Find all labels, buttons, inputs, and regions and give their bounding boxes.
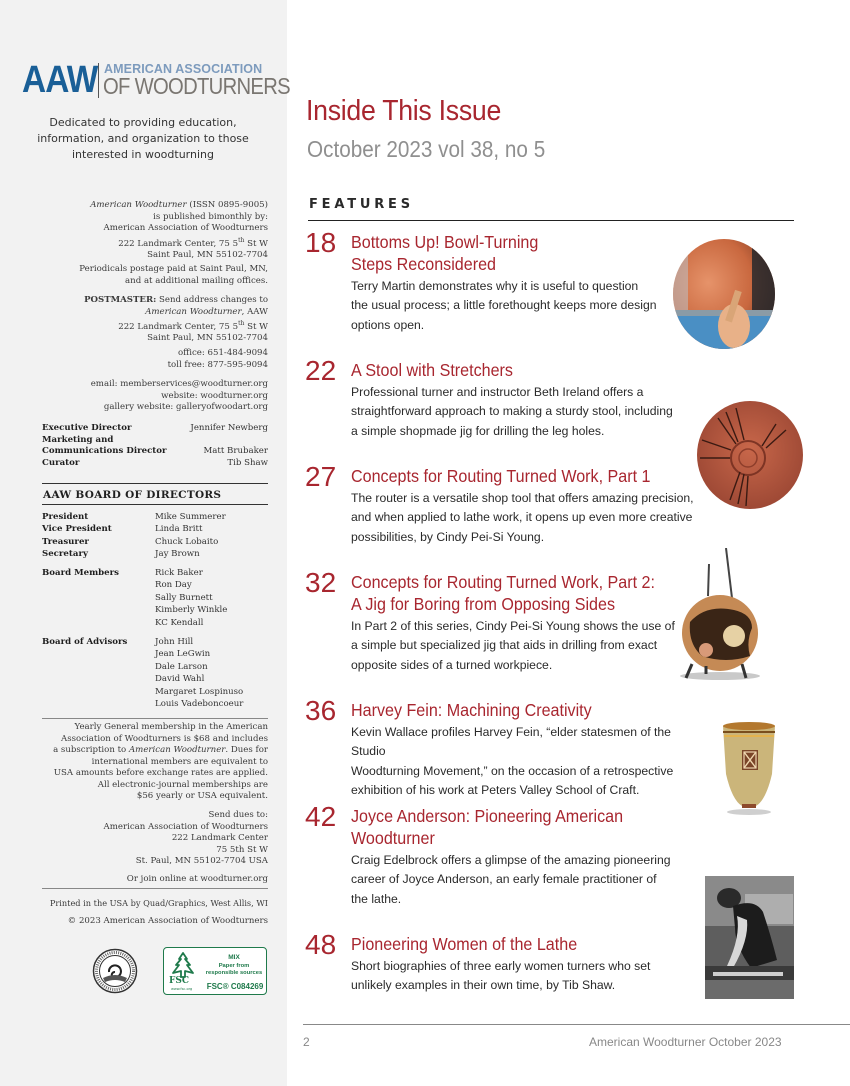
stool-seat-photo[interactable] — [696, 400, 804, 510]
advisor: Louis Vadeboncoeur — [155, 699, 244, 710]
feature-desc-line: a simple but specialized jig that aids in drilling from exact — [351, 638, 658, 653]
membership-info — [42, 722, 268, 803]
officer-name: Mike Summerer — [155, 512, 226, 522]
feature-desc-line: Woodturning Movement,” on the occasion of a retrospective — [351, 763, 674, 778]
office-phone: office: 651-484-9094 — [177, 348, 268, 358]
dues-line: 75 5th St W — [216, 844, 268, 855]
feature-title-line: Concepts for Routing Turned Work, Part 2: — [351, 572, 655, 592]
membership-line — [42, 745, 268, 757]
postmaster-text: Send address changes to — [156, 295, 268, 305]
feature-description — [351, 277, 701, 335]
membership-text: . Dues for — [225, 745, 268, 755]
feature-desc-line: In Part 2 of this series, Cindy Pei-Si Young shows the use of — [351, 619, 675, 633]
feature-page-number: 36 — [305, 695, 337, 726]
officer-role: Treasurer — [42, 536, 89, 547]
board-title: AAW BOARD OF DIRECTORS — [42, 483, 268, 505]
staff-list — [42, 423, 268, 469]
feature-desc-line: the usual process; a little forethought keeps more design — [351, 298, 657, 313]
gallery-website-link[interactable]: gallery website: galleryofwoodart.org — [103, 402, 268, 412]
staff-row — [42, 446, 268, 458]
advisor: John Hill — [155, 637, 194, 647]
masthead-periodicals — [42, 264, 268, 287]
membership-line: Yearly General membership in the American — [74, 722, 268, 732]
officer-name: Linda Britt — [155, 524, 203, 535]
feature-title-line: Bottoms Up! Bowl-Turning — [351, 232, 539, 252]
section-rule — [308, 220, 794, 221]
feature-title-line: Harvey Fein: Machining Creativity — [351, 700, 592, 720]
woman-at-lathe-bw-photo[interactable] — [705, 876, 794, 999]
board-members — [42, 567, 268, 629]
board-member: Kimberly Winkle — [155, 605, 228, 616]
postmaster-line: Saint Paul, MN 55102-7704 — [147, 333, 268, 344]
issn: (ISSN 0895-9005) — [186, 200, 268, 210]
printer-note: Printed in the USA by Quad/Graphics, West Allis, WI — [49, 898, 268, 908]
fsc-paper-line: Paper from — [218, 963, 250, 969]
feature-title[interactable] — [351, 699, 682, 721]
feature-title[interactable] — [351, 571, 682, 615]
officer-name: Jay Brown — [155, 549, 200, 560]
feature-desc-line: possibilities, by Cindy Pei-Si Young. — [351, 529, 545, 544]
dues-line: Send dues to: — [208, 810, 268, 820]
feature-desc-line: straightforward approach to making a sturdy stool, including — [351, 404, 673, 419]
feature-title-line: A Jig for Boring from Opposing Sides — [351, 594, 615, 614]
masthead-line: American Association of Woodturners — [103, 223, 268, 233]
feature-title[interactable] — [351, 231, 682, 275]
fsc-code: FSC® C084269 — [206, 982, 264, 991]
logo-line1: AMERICAN ASSOCIATION — [104, 62, 263, 76]
fsc-tree-icon — [169, 951, 197, 979]
divider — [42, 718, 268, 719]
tagline: Dedicated to providing education, information, and organization to those interested in woodturning — [37, 116, 249, 161]
board-members-label: Board Members — [42, 568, 120, 578]
email-link[interactable]: email: memberservices@woodturner.org — [90, 379, 268, 389]
membership-line: $56 yearly or USA equivalent. — [136, 791, 268, 801]
officer-row — [42, 536, 268, 548]
footer-rule — [303, 1024, 850, 1025]
feature-desc-line: career of Joyce Anderson, an early female practitioner of — [351, 872, 657, 887]
feature-desc-line: Terry Martin demonstrates why it is useful to question — [351, 279, 639, 293]
feature-page-number: 22 — [305, 355, 337, 386]
website-link[interactable]: website: woodturner.org — [161, 390, 268, 401]
board-member: KC Kendall — [155, 617, 204, 628]
board-officers — [42, 511, 268, 561]
bowl-on-lathe-photo[interactable] — [672, 238, 776, 350]
feature-desc-line: and when applied to lathe work, it opens up even more creative — [351, 510, 693, 525]
logo-abbrev: AAW — [22, 59, 98, 101]
feature-desc-line: Kevin Wallace profiles Harvey Fein, “elder statesmen of the Studio — [351, 725, 671, 759]
section-heading: FEATURES — [309, 197, 414, 212]
board-advisors — [42, 636, 268, 710]
staff-row — [42, 458, 268, 470]
feature-page-number: 48 — [305, 929, 337, 960]
feature-title-line: Pioneering Women of the Lathe — [351, 934, 578, 954]
dues-line: American Association of Woodturners — [103, 821, 268, 832]
officer-row — [42, 523, 268, 535]
feature-desc-line: unlikely examples in their own time, by Tib Shaw. — [351, 978, 616, 993]
toll-free-phone: toll free: 877-595-9094 — [167, 359, 268, 370]
membership-text: a subscription to — [53, 745, 129, 755]
feature-title[interactable] — [351, 805, 682, 849]
feature-title-line: Concepts for Routing Turned Work, Part 1 — [351, 466, 651, 486]
officer-role: President — [42, 512, 89, 522]
periodicals-line: and at additional mailing offices. — [125, 275, 268, 286]
feature-description — [351, 957, 701, 996]
officer-role: Secretary — [42, 549, 88, 560]
advisor: Dale Larson — [155, 661, 208, 672]
logo-divider — [98, 63, 99, 98]
staff-role: Communications Director — [42, 446, 167, 456]
divider — [42, 888, 268, 889]
copyright: © 2023 American Association of Woodturners — [67, 916, 268, 926]
postmaster-publication: American Woodturner — [145, 306, 242, 317]
fsc-paper-text — [202, 963, 266, 976]
feature-title[interactable] — [351, 933, 682, 955]
feature-desc-line: Professional turner and instructor Beth Ireland offers a — [351, 385, 644, 399]
feature-desc-line: options open. — [351, 317, 425, 332]
issue-subtitle: October 2023 vol 38, no 5 — [307, 136, 546, 162]
masthead-postmaster — [42, 295, 268, 345]
feature-title-line: Woodturner — [351, 828, 435, 848]
staff-name: Jennifer Newberg — [190, 423, 268, 433]
staff-row — [42, 435, 268, 447]
footer-publication: American Woodturner October 2023 — [589, 1035, 782, 1049]
sidebar — [0, 0, 290, 1086]
membership-line: Association of Woodturners is $68 and includes — [61, 733, 268, 744]
advisor: Jean LeGwin — [155, 649, 211, 660]
feature-title-line: A Stool with Stretchers — [351, 360, 513, 380]
staff-role: Marketing and — [42, 434, 114, 445]
masthead-line: 222 Landmark Center, 75 5th St W — [118, 236, 268, 249]
feature-desc-line: the lathe. — [351, 891, 402, 906]
aaw-logo[interactable] — [22, 59, 290, 101]
staff-row — [42, 423, 268, 435]
feature-description — [351, 489, 701, 547]
board-member: Rick Baker — [155, 568, 203, 578]
dues-address — [42, 810, 268, 868]
feature-description — [351, 617, 701, 675]
feature-title[interactable] — [351, 359, 682, 381]
logo-line2: OF WOODTURNERS — [103, 73, 290, 99]
page-title: Inside This Issue — [306, 95, 502, 127]
staff-name: Tib Shaw — [227, 457, 268, 468]
staff-name: Matt Brubaker — [203, 446, 268, 456]
publication-name: American Woodturner — [90, 200, 187, 210]
membership-line: All electronic-journal memberships are — [97, 779, 268, 790]
masthead-phones — [42, 348, 268, 371]
staff-role: Executive Director — [42, 423, 132, 433]
dues-line: 222 Landmark Center — [171, 833, 268, 843]
feature-desc-line: Craig Edelbrock offers a glimpse of the amazing pioneering — [351, 853, 671, 867]
membership-publication: American Woodturner — [128, 745, 226, 755]
postmaster-line: 222 Landmark Center, 75 5th St W — [118, 320, 268, 332]
masthead-web — [42, 379, 268, 414]
membership-line: international members are equivalent to — [91, 756, 268, 767]
board-advisors-row — [42, 636, 268, 710]
feature-description — [351, 383, 701, 441]
footer-page-number: 2 — [303, 1035, 310, 1049]
feature-page-number: 32 — [305, 567, 337, 598]
board-member: Sally Burnett — [155, 592, 213, 603]
board-member: Ron Day — [155, 580, 192, 591]
masthead-publisher — [42, 200, 268, 261]
periodicals-line: Periodicals postage paid at Saint Paul, MN, — [79, 264, 268, 274]
join-online-link[interactable]: Or join online at woodturner.org — [126, 874, 268, 884]
feature-description — [351, 723, 701, 800]
board-members-names — [155, 567, 268, 629]
feature-page-number: 18 — [305, 227, 337, 258]
feature-desc-line: exhibition of his work at Peters Valley School of Craft. — [351, 782, 640, 797]
officer-role: Vice President — [42, 524, 112, 535]
postmaster-tail: , AAW — [241, 306, 268, 317]
staff-role: Curator — [42, 457, 80, 468]
feature-desc-line: Short biographies of three early women turners who set — [351, 959, 651, 973]
officer-name: Chuck Lobaito — [155, 536, 219, 547]
membership-line: USA amounts before exchange rates are applied. — [53, 768, 268, 778]
feature-desc-line: The router is a versatile shop tool that offers amazing precision, — [351, 491, 694, 505]
board-members-row — [42, 567, 268, 629]
feature-title-line: Joyce Anderson: Pioneering American — [351, 806, 624, 826]
feature-desc-line: a simple shopmade jig for drilling the leg holes. — [351, 423, 605, 438]
member-seal-icon — [92, 948, 138, 994]
feature-page-number: 27 — [305, 461, 337, 492]
hollow-sphere-sculpture-photo[interactable] — [676, 548, 764, 680]
advisor: David Wahl — [155, 674, 205, 685]
fsc-site: www.fsc.org — [171, 987, 193, 991]
board-advisors-label: Board of Advisors — [42, 637, 128, 647]
fsc-certification-badge — [163, 947, 267, 995]
officer-row — [42, 548, 268, 560]
postmaster-label: POSTMASTER: — [84, 295, 157, 305]
advisor: Margaret Lospinuso — [155, 686, 244, 697]
feature-desc-line: opposite sides of a turned workpiece. — [351, 657, 553, 672]
feature-title-line: Steps Reconsidered — [351, 254, 497, 274]
feature-description — [351, 851, 701, 909]
dues-line: St. Paul, MN 55102-7704 USA — [135, 856, 268, 866]
carved-vessel-photo[interactable] — [720, 720, 778, 815]
feature-title[interactable] — [351, 465, 682, 487]
officer-row — [42, 511, 268, 523]
fsc-word: FSC — [169, 976, 190, 986]
feature-page-number: 42 — [305, 801, 337, 832]
masthead-line: is published bimonthly by: — [153, 211, 268, 222]
masthead-line: Saint Paul, MN 55102-7704 — [147, 249, 268, 260]
fsc-paper-line: responsible sources — [205, 969, 263, 976]
fsc-mix: MIX — [228, 954, 240, 961]
board-advisors-names — [155, 636, 268, 710]
